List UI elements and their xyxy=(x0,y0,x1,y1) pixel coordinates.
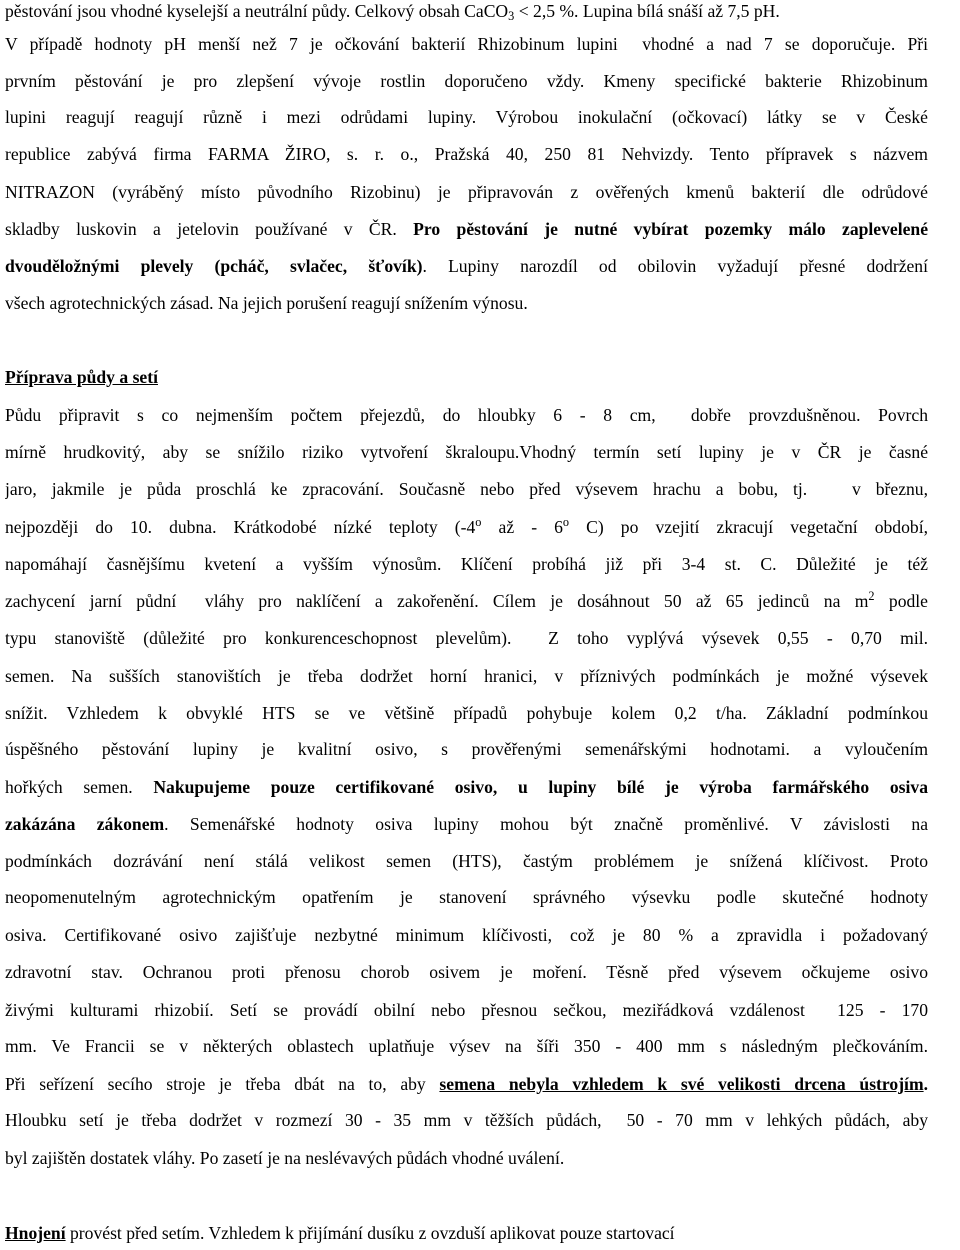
section-heading-line xyxy=(5,366,928,388)
text-line xyxy=(5,1147,928,1169)
text-segment: byl zajištěn dostatek vláhy. Po zasetí je na neslévavých půdách vhodné uválení. xyxy=(5,1148,565,1168)
text-line xyxy=(5,961,928,983)
text-line xyxy=(5,255,928,277)
text-segment: neopomenutelným agrotechnickým opatřením je stanovení správného výsevku podle skutečné hodnoty xyxy=(5,887,928,907)
text-segment: všech agrotechnických zásad. Na jejich porušení reagují snížením výnosu. xyxy=(5,293,528,313)
bold-text: zakázána zákonem xyxy=(5,814,165,834)
bold-text: Hnojení xyxy=(5,1223,66,1243)
text-line xyxy=(5,886,928,908)
bold-text: Pro pěstování je nutné vybírat pozemky málo zaplevelené xyxy=(413,219,928,239)
text-segment: typu stanoviště (důležité pro konkurenceschopnost plevelům). Z toho vyplývá výsevek 0,55 - 0,70 mil. xyxy=(5,628,928,648)
text-line xyxy=(5,999,928,1021)
text-segment: snížit. Vzhledem k obvyklé HTS se ve většině případů pohybuje kolem 0,2 t/ha. Základní podmínkou xyxy=(5,703,928,723)
text-line xyxy=(5,70,928,92)
text-line xyxy=(5,218,928,240)
text-segment: < 2,5 %. Lupina bílá snáší až 7,5 pH. xyxy=(514,1,780,21)
text-segment: Půdu připravit s co nejmenším počtem přejezdů, do hloubky 6 - 8 cm, dobře provzdušněnou. Povrch xyxy=(5,405,928,425)
text-line xyxy=(5,1035,928,1057)
text-segment: C) po vzejití zkracují vegetační období, xyxy=(569,517,928,537)
text-segment: hořkých semen. xyxy=(5,777,154,797)
bold-text: semena nebyla vzhledem k své velikosti drcena ústrojím xyxy=(439,1074,924,1094)
text-segment: pěstování jsou vhodné kyselejší a neutrální půdy. Celkový obsah CaCO xyxy=(5,1,509,21)
text-segment: Hloubku setí je třeba dodržet v rozmezí 30 - 35 mm v těžších půdách, 50 - 70 mm v lehkých půdách, aby xyxy=(5,1110,928,1130)
text-line xyxy=(5,33,928,55)
text-line xyxy=(5,1109,928,1131)
text-line xyxy=(5,850,928,872)
text-segment: . Lupiny narozdíl od obilovin vyžadují přesné dodržení xyxy=(422,256,928,276)
text-segment: zdravotní stav. Ochranou proti přenosu chorob osivem je moření. Těsně před výsevem očkujeme osivo xyxy=(5,962,928,982)
text-segment: semen. Na sušších stanovištích je třeba dodržet horní hranici, v příznivých podmínkách je možné výsevek xyxy=(5,666,928,686)
text-line xyxy=(5,553,928,575)
text-segment: provést před setím. Vzhledem k přijímání dusíku z ovzduší aplikovat pouze startovací xyxy=(65,1223,675,1243)
text-segment: prvním pěstování je pro zlepšení vývoje rostlin doporučeno vždy. Kmeny specifické bakterie Rhizobinum xyxy=(5,71,928,91)
text-line xyxy=(5,590,928,612)
text-line xyxy=(5,924,928,946)
text-segment: mm. Ve Francii se v některých oblastech uplatňuje výsev na šíři 350 - 400 mm s následným plečkováním. xyxy=(5,1036,928,1056)
subscript: 3 xyxy=(508,9,515,22)
bold-text: Příprava půdy a setí xyxy=(5,367,158,387)
text-line xyxy=(5,143,928,165)
text-segment: Při seřízení secího stroje je třeba dbát na to, aby xyxy=(5,1074,440,1094)
text-line xyxy=(5,181,928,203)
text-line xyxy=(5,478,928,500)
text-segment: podmínkách dozrávání není stálá velikost semen (HTS), častým problémem je snížená klíčivost. Proto xyxy=(5,851,928,871)
text-segment: podle xyxy=(874,591,928,611)
text-segment: . Semenářské hodnoty osiva lupiny mohou být značně proměnlivé. V závislosti na xyxy=(164,814,928,834)
text-line xyxy=(5,106,928,128)
text-line xyxy=(5,627,928,649)
text-segment: republice zabývá firma FARMA ŽIRO, s. r. o., Pražská 40, 250 81 Nehvizdy. Tento přípravek s názvem xyxy=(5,144,928,164)
text-segment: jaro, jakmile je půda proschlá ke zpracování. Současně nebo před výsevem hrachu a bobu, tj. v březnu, xyxy=(5,479,928,499)
text-line xyxy=(5,702,928,724)
text-line xyxy=(5,292,928,314)
superscript: 2 xyxy=(868,590,875,604)
text-line xyxy=(5,1073,928,1095)
superscript: o xyxy=(562,516,570,530)
text-segment: živými kulturami rhizobií. Setí se provádí obilní nebo přesnou sečkou, meziřádková vzdálenost 125 - 170 xyxy=(5,1000,928,1020)
bold-text: dvouděložnými plevely (pcháč, svlačec, šťovík) xyxy=(5,256,423,276)
text-line xyxy=(5,404,928,426)
text-line xyxy=(5,665,928,687)
text-line xyxy=(5,0,928,22)
bold-text: . xyxy=(923,1074,928,1094)
superscript: o xyxy=(475,516,482,530)
text-line xyxy=(5,738,928,760)
text-segment: zachycení jarní půdní vláhy pro naklíčení a zakořenění. Cílem je dosáhnout 50 až 65 jedinců na m xyxy=(5,591,869,611)
text-segment: NITRAZON (vyráběný místo původního Rizobinu) je připravován z ověřených kmenů bakterií dle odrůdové xyxy=(5,182,928,202)
text-line xyxy=(5,441,928,463)
section-start-line xyxy=(5,1222,928,1244)
text-segment: osiva. Certifikované osivo zajišťuje nezbytné minimum klíčivosti, což je 80 % a zpravidla i požadovaný xyxy=(5,925,928,945)
text-segment: skladby luskovin a jetelovin používané v ČR. xyxy=(5,219,414,239)
bold-text: Nakupujeme pouze certifikované osivo, u lupiny bílé je výroba farmářského osiva xyxy=(153,777,928,797)
text-segment: úspěšného pěstování lupiny je kvalitní osivo, s prověřenými semenářskými hodnotami. a vyloučením xyxy=(5,739,928,759)
text-segment: V případě hodnoty pH menší než 7 je očkování bakterií Rhizobinum lupini vhodné a nad 7 se doporučuje. Při xyxy=(5,34,928,54)
text-line xyxy=(5,776,928,798)
text-segment: napomáhají časnějšímu kvetení a vyšším výnosům. Klíčení probíhá již při 3-4 st. C. Důležité je též xyxy=(5,554,928,574)
text-segment: až - 6 xyxy=(481,517,563,537)
text-segment: lupini reagují reagují různě i mezi odrůdami lupiny. Výrobou inokulační (očkovací) látky se v České xyxy=(5,107,928,127)
text-line xyxy=(5,516,928,538)
text-segment: mírně hrudkovitý, aby se snížilo riziko vytvoření škraloupu.Vhodný termín setí lupiny je v ČR je časné xyxy=(5,442,928,462)
text-line xyxy=(5,813,928,835)
text-segment: nejpozději do 10. dubna. Krátkodobé nízké teploty (-4 xyxy=(5,517,476,537)
